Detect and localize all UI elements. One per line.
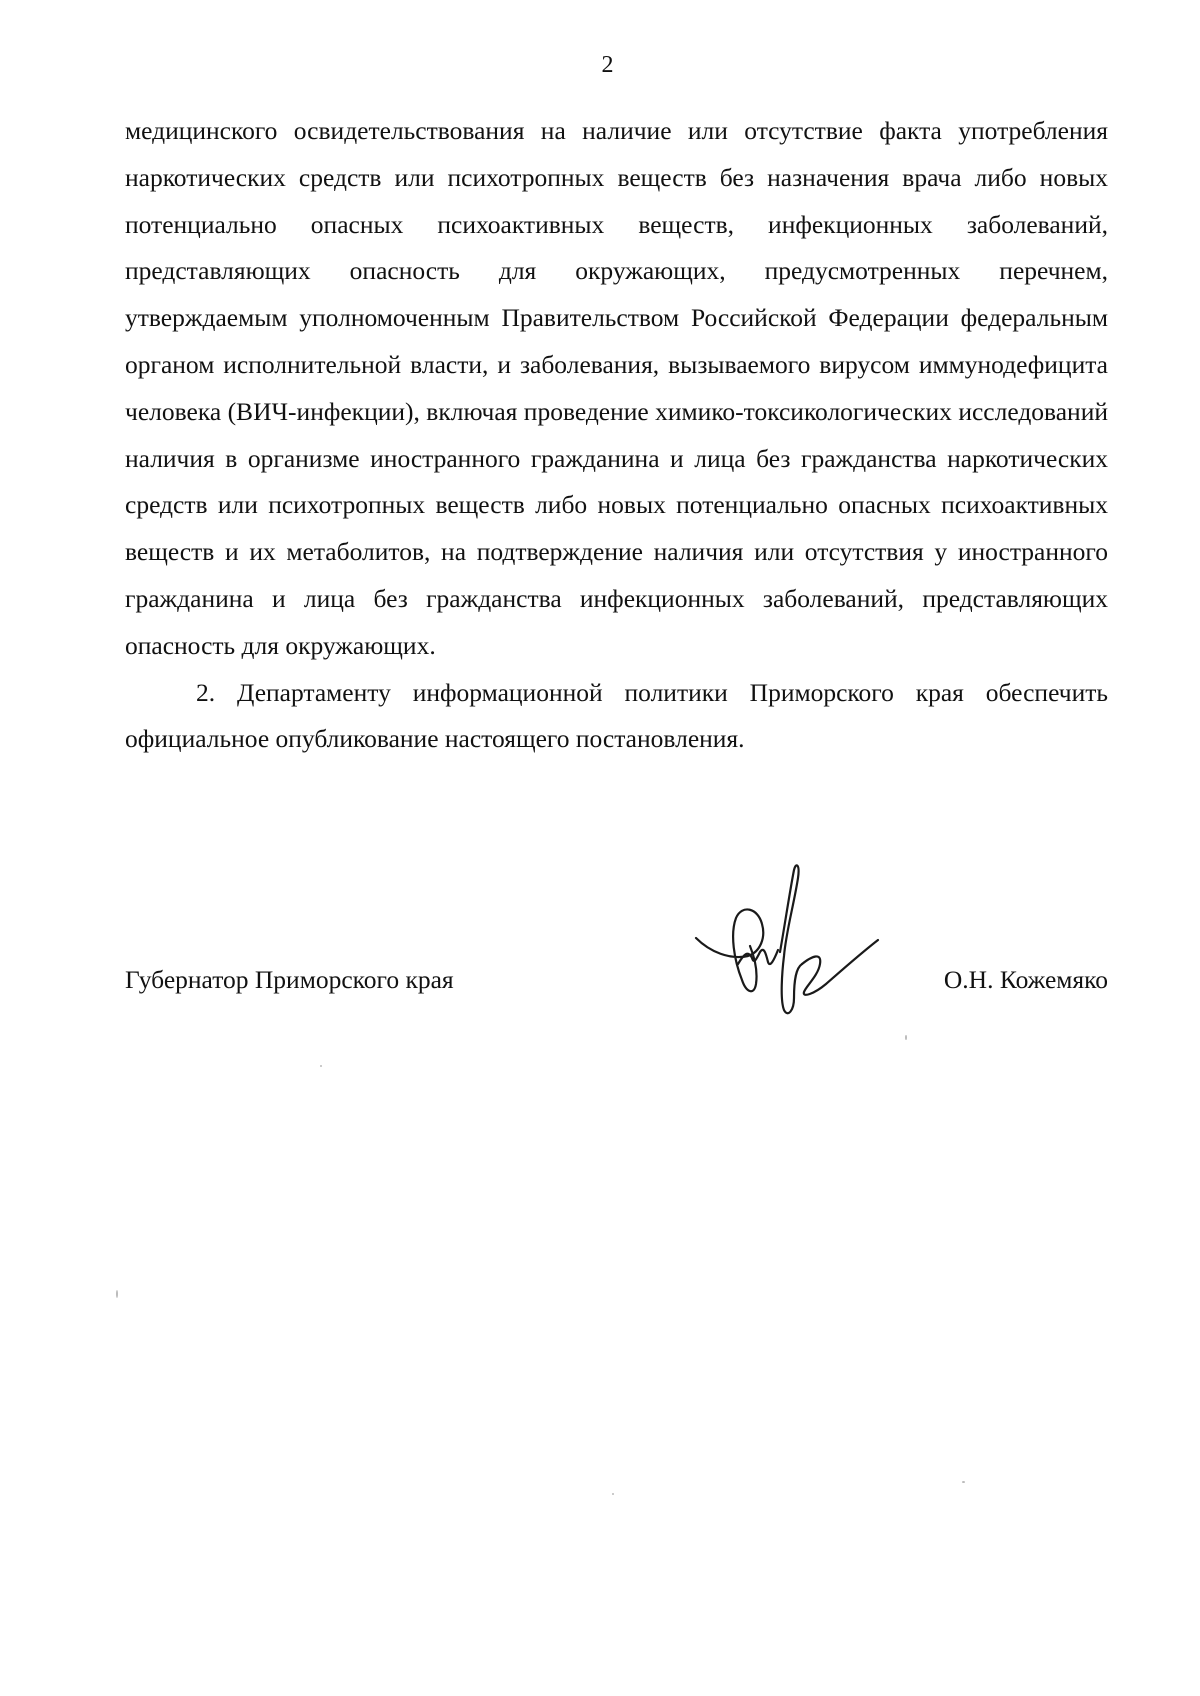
- scan-speck: [962, 1481, 965, 1483]
- scan-speck: [612, 1493, 614, 1495]
- signature-block: [125, 960, 1108, 1000]
- page-number: 2: [601, 52, 614, 78]
- scan-speck: [905, 1035, 907, 1040]
- signatory-position: Губернатор Приморского края: [125, 965, 454, 994]
- scan-speck: [320, 1065, 322, 1067]
- signatory-name: О.Н. Кожемяко: [943, 965, 1108, 994]
- paragraph-continued: медицинского освидетельствования на наличие или отсутствие факта употребления наркотических средств или психотропных веществ без назначения врача либо новых потенциально опасных психоактивных веществ, инфекционных заболеваний, представляющих опасность для окружающих, предусмотренных перечнем, утверждаемым уполномоченным Правительством Российской Федерации федеральным органом исполнительной власти, и заболевания, вызываемого вирусом иммунодефицита человека (ВИЧ-инфекции), включая проведение химико-токсикологических исследований наличия в организме иностранного гражданина и лица без гражданства наркотических средств или психотропных веществ либо новых потенциально опасных психоактивных веществ и их метаболитов, на подтверждение наличия или отсутствия у иностранного гражданина и лица без гражданства инфекционных заболеваний, представляющих опасность для окружающих.: [125, 116, 1108, 660]
- paragraph-2: 2. Департаменту информационной политики Приморского края обеспечить официальное опубликование настоящего постановления.: [125, 677, 1108, 754]
- document-body: [125, 108, 1108, 763]
- handwritten-signature: [690, 860, 890, 1025]
- scan-speck: [116, 1290, 118, 1298]
